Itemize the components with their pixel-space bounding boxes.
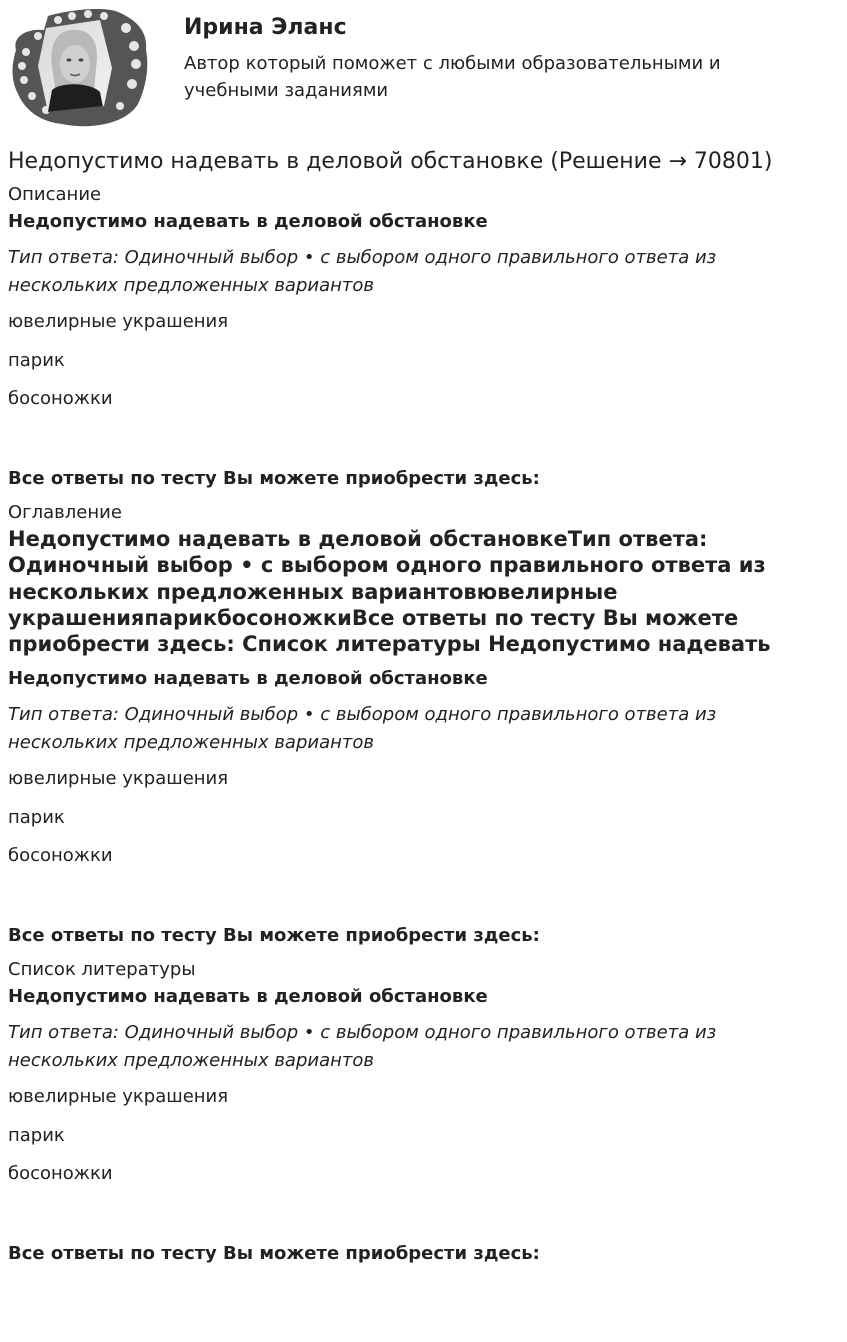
- answer-option: босоножки: [8, 1163, 113, 1184]
- answer-type: Тип ответа: Одиночный выбор • с выбором одного правильного ответа из нескольких предложенных вариантов: [8, 247, 717, 296]
- buy-answers-text: Все ответы по тесту Вы можете приобрести здесь:: [8, 1243, 540, 1264]
- author-header: [8, 6, 838, 130]
- answer-type: Тип ответа: Одиночный выбор • с выбором одного правильного ответа из нескольких предложенных вариантов: [8, 704, 717, 753]
- section-label-description: Описание: [8, 184, 102, 205]
- answer-option: парик: [8, 349, 65, 371]
- answer-option: ювелирные украшения: [8, 768, 229, 789]
- author-name[interactable]: Ирина Эланс: [184, 15, 347, 40]
- buy-answers-text: Все ответы по тесту Вы можете приобрести здесь:: [8, 925, 540, 946]
- answer-option: парик: [8, 1124, 65, 1146]
- question-title: Недопустимо надевать в деловой обстановке: [8, 211, 488, 232]
- author-avatar: [8, 6, 150, 128]
- question-title: Недопустимо надевать в деловой обстановке: [8, 986, 488, 1007]
- question-title: Недопустимо надевать в деловой обстановке: [8, 668, 488, 689]
- section-label-literature: Список литературы: [8, 959, 196, 980]
- section-label-toc: Оглавление: [8, 502, 122, 523]
- buy-answers-text: Все ответы по тесту Вы можете приобрести здесь:: [8, 468, 540, 489]
- toc-summary: Недопустимо надевать в деловой обстановкеТип ответа: Одиночный выбор • с выбором одного правильного ответа из нескольких предложенных вариантовювелирные украшенияпарикбосоножкиВсе ответы по тесту Вы можете приобрести здесь: Список литературы Недопустимо надевать: [8, 527, 771, 657]
- answer-option: ювелирные украшения: [8, 1086, 229, 1107]
- answer-option: ювелирные украшения: [8, 311, 229, 332]
- answer-type: Тип ответа: Одиночный выбор • с выбором одного правильного ответа из нескольких предложенных вариантов: [8, 1022, 717, 1071]
- literature-section: [8, 957, 823, 1268]
- answer-option: парик: [8, 806, 65, 828]
- main-content: [8, 148, 823, 1275]
- answer-option: босоножки: [8, 388, 113, 409]
- toc-section: [8, 500, 823, 950]
- answer-option: босоножки: [8, 845, 113, 866]
- description-section: [8, 182, 823, 493]
- page-title: Недопустимо надевать в деловой обстановке (Решение → 70801): [8, 149, 773, 174]
- author-description: Автор который поможет с любыми образовательными и учебными заданиями: [184, 53, 721, 101]
